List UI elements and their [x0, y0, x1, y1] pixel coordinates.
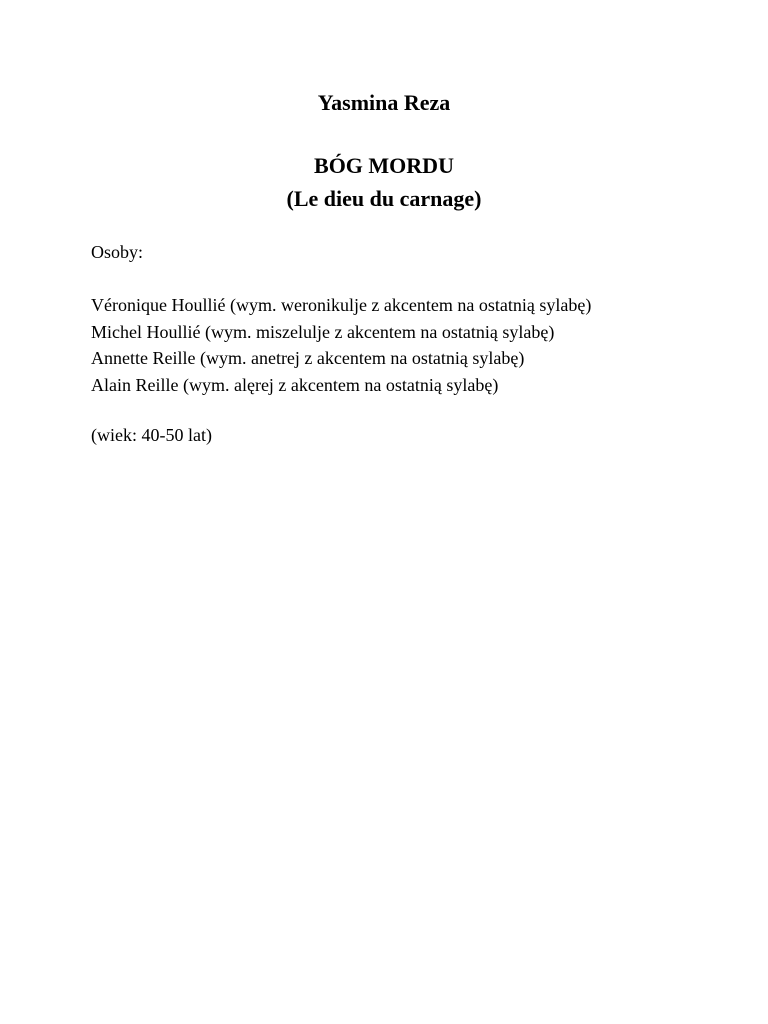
character-item: Alain Reille (wym. alęrej z akcentem na ostatnią sylabę) — [91, 374, 499, 395]
character-list — [91, 292, 591, 398]
character-item: Michel Houllié (wym. miszelulje z akcentem na ostatnią sylabę) — [91, 321, 555, 342]
play-subtitle: (Le dieu du carnage) — [286, 186, 482, 211]
characters-heading: Osoby: — [91, 242, 144, 262]
age-note: (wiek: 40-50 lat) — [91, 425, 212, 445]
character-item: Véronique Houllié (wym. weronikulje z akcentem na ostatnią sylabę) — [91, 295, 592, 315]
character-item: Annette Reille (wym. anetrej z akcentem na ostatnią sylabę) — [91, 348, 525, 368]
author-name: Yasmina Reza — [317, 90, 451, 115]
play-title: BÓG MORDU — [314, 153, 454, 178]
